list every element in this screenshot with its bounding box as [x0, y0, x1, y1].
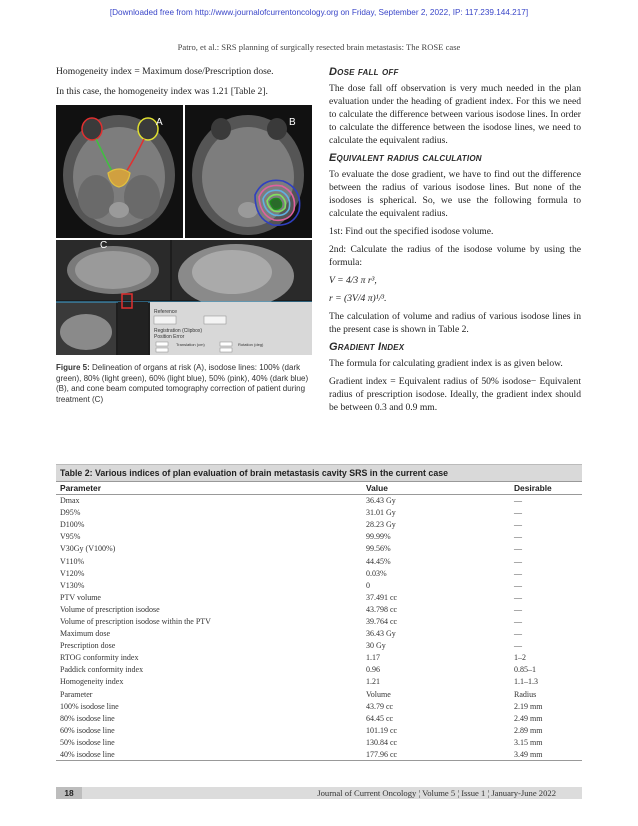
- heading-gradient-index: Gradient Index: [329, 341, 405, 353]
- cell-desirable: 2.49 mm: [514, 713, 543, 723]
- table-row: [56, 724, 582, 736]
- paragraph-gradient-formula: Gradient index = Equivalent radius of 50% isodose− Equivalent radius of prescription isodose. Ideally, the gradient index should be between 0.3 and 0.9 mm.: [329, 376, 581, 413]
- figure-caption-text: Delineation of organs at risk (A), isodose lines: 100% (dark green), 80% (light green), 60% (light blue), 50% (pink), 40% (dark blue) (B), and cone beam computed tomography correction of patient during treatment (C): [56, 363, 309, 404]
- table-row: [56, 676, 582, 688]
- cell-parameter: Volume of prescription isodose: [60, 604, 160, 614]
- cell-desirable: —: [514, 508, 522, 518]
- figure-panel-b: [185, 105, 312, 238]
- cell-parameter: RTOG conformity index: [60, 653, 139, 663]
- cell-parameter: 100% isodose line: [60, 701, 119, 711]
- table-row: [56, 688, 582, 700]
- cell-desirable: 0.85–1: [514, 665, 536, 675]
- cell-parameter: 80% isodose line: [60, 713, 115, 723]
- table-header-row: [56, 482, 582, 495]
- table-row: [56, 543, 582, 555]
- cell-desirable: —: [514, 580, 522, 590]
- heading-dose-fall-off: Dose fall off: [329, 66, 399, 78]
- cell-value: Volume: [366, 689, 391, 699]
- cell-value: 0.96: [366, 665, 380, 675]
- cbct-correction-image: [56, 240, 312, 355]
- figure-panel-c: [56, 240, 312, 355]
- cell-parameter: Parameter: [60, 689, 93, 699]
- cell-parameter: 50% isodose line: [60, 737, 115, 747]
- page-number: 18: [56, 787, 82, 799]
- cbct-translation-label: Translation (cm): [176, 342, 205, 347]
- left-column: [56, 60, 312, 405]
- panel-label-b: B: [289, 117, 296, 128]
- cell-value: 39.764 cc: [366, 616, 398, 626]
- cell-desirable: —: [514, 592, 522, 602]
- indices-table: [56, 481, 582, 761]
- formula-volume: V = 4/3 π r³,: [329, 275, 377, 286]
- figure-5: [56, 105, 312, 355]
- panel-label-c: C: [100, 240, 108, 251]
- cell-desirable: —: [514, 544, 522, 554]
- paragraph-dose-fall-off: The dose fall off observation is very much needed in the plan evaluation under the heading of gradient index. For this we need to calculate the difference between various isodose lines. In order to calculate the difference between the isodose lines, we need to calculate the equivalent radius.: [329, 83, 581, 146]
- header-parameter: Parameter: [56, 482, 362, 495]
- table-row: [56, 700, 582, 712]
- cell-parameter: 60% isodose line: [60, 725, 115, 735]
- table-body: [56, 495, 582, 761]
- cell-desirable: —: [514, 520, 522, 530]
- cell-parameter: Paddick conformity index: [60, 665, 144, 675]
- cell-parameter: Maximum dose: [60, 629, 110, 639]
- cell-value: 36.43 Gy: [366, 629, 396, 639]
- cell-value: 0: [366, 580, 370, 590]
- table-row: [56, 507, 582, 519]
- panel-label-a: A: [156, 117, 163, 128]
- table-row: [56, 519, 582, 531]
- cell-value: 31.01 Gy: [366, 508, 396, 518]
- cell-parameter: PTV volume: [60, 592, 101, 602]
- cell-value: 130.84 cc: [366, 737, 398, 747]
- cell-value: 36.43 Gy: [366, 496, 396, 506]
- heading-equivalent-radius: Equivalent radius calculation: [329, 152, 482, 164]
- cell-parameter: V95%: [60, 532, 81, 542]
- cell-desirable: 1–2: [514, 653, 526, 663]
- step-one: 1st: Find out the specified isodose volume.: [329, 226, 494, 237]
- homogeneity-result: In this case, the homogeneity index was 1.21 [Table 2].: [56, 86, 268, 97]
- cell-parameter: V130%: [60, 580, 85, 590]
- header-value: Value: [362, 482, 510, 495]
- cell-desirable: 3.15 mm: [514, 737, 543, 747]
- table-row: [56, 628, 582, 640]
- cbct-reference-label: Reference: [154, 309, 178, 315]
- cell-value: 30 Gy: [366, 641, 386, 651]
- cell-desirable: —: [514, 532, 522, 542]
- table-row: [56, 591, 582, 603]
- cell-parameter: D95%: [60, 508, 81, 518]
- cell-desirable: —: [514, 616, 522, 626]
- cell-value: 177.96 cc: [362, 748, 510, 760]
- cell-parameter: V120%: [60, 568, 85, 578]
- header-desirable: Desirable: [510, 482, 582, 495]
- cell-desirable: —: [514, 496, 522, 506]
- page-footer: [56, 787, 582, 799]
- table-row: [56, 567, 582, 579]
- cell-value: 37.491 cc: [366, 592, 398, 602]
- cell-desirable: —: [514, 604, 522, 614]
- cell-value: 43.79 cc: [366, 701, 394, 711]
- cell-desirable: 3.49 mm: [510, 748, 582, 760]
- cell-desirable: —: [514, 629, 522, 639]
- cell-value: 0.03%: [366, 568, 387, 578]
- table-row: [56, 555, 582, 567]
- table-row: [56, 712, 582, 724]
- cell-value: 1.21: [366, 677, 380, 687]
- paragraph-equivalent-radius: To evaluate the dose gradient, we have to find out the difference between the radius of various isodose lines. But none of the isodoses is spherical. So, we use the following formula to calculate the equivalent radius.: [329, 169, 581, 219]
- cell-value: 99.56%: [366, 544, 391, 554]
- cell-parameter: V110%: [60, 556, 85, 566]
- table-row: [56, 652, 582, 664]
- cell-desirable: 2.19 mm: [514, 701, 543, 711]
- cell-desirable: —: [514, 568, 522, 578]
- cell-value: 43.798 cc: [366, 604, 398, 614]
- table-row: [56, 579, 582, 591]
- table-row: [56, 603, 582, 615]
- table-row: [56, 664, 582, 676]
- right-column: [329, 60, 581, 419]
- download-watermark: [Downloaded free from http://www.journalofcurrentoncology.org on Friday, September 2, 2022, IP: 117.239.144.217]: [109, 8, 529, 17]
- table-row: [56, 531, 582, 543]
- cell-desirable: 1.1–1.3: [514, 677, 538, 687]
- figure-caption: [56, 363, 312, 405]
- paragraph-gradient-formula-intro: The formula for calculating gradient index is as given below.: [329, 358, 563, 369]
- figure-panel-a: [56, 105, 183, 238]
- journal-info: Journal of Current Oncology ¦ Volume 5 ¦ Issue 1 ¦ January-June 2022: [317, 788, 556, 798]
- paragraph-table-reference: The calculation of volume and radius of various isodose lines in the present case is shown in Table 2.: [329, 311, 581, 335]
- mri-axial-oar-image: [56, 105, 183, 238]
- homogeneity-formula: Homogeneity index = Maximum dose/Prescription dose.: [56, 66, 274, 77]
- cell-value: 99.99%: [366, 532, 391, 542]
- cell-desirable: Radius: [514, 689, 537, 699]
- cell-value: 101.19 cc: [366, 725, 398, 735]
- table-title: Table 2: Various indices of plan evaluation of brain metastasis cavity SRS in the current case: [56, 464, 582, 481]
- cell-desirable: —: [514, 641, 522, 651]
- table-row: [56, 748, 582, 760]
- cell-desirable: 2.89 mm: [514, 725, 543, 735]
- cell-desirable: —: [514, 556, 522, 566]
- table-row: [56, 736, 582, 748]
- table-row: [56, 640, 582, 652]
- cell-parameter: V30Gy (V100%): [60, 544, 116, 554]
- cbct-rotation-label: Rotation (deg): [238, 342, 264, 347]
- step-two: 2nd: Calculate the radius of the isodose volume by using the formula:: [329, 244, 581, 268]
- running-head: Patro, et al.: SRS planning of surgically resected brain metastasis: The ROSE case: [177, 42, 461, 52]
- cell-parameter: Prescription dose: [60, 641, 116, 651]
- cell-value: 64.45 cc: [366, 713, 394, 723]
- cell-parameter: 40% isodose line: [56, 748, 362, 760]
- cell-parameter: Volume of prescription isodose within the PTV: [60, 616, 211, 626]
- cell-value: 28.23 Gy: [366, 520, 396, 530]
- cell-parameter: Dmax: [60, 496, 80, 506]
- cell-value: 44.45%: [366, 556, 391, 566]
- figure-caption-label: Figure 5:: [56, 363, 90, 372]
- formula-radius: r = (3V/4 π)¹/³.: [329, 293, 387, 304]
- cbct-position-error-label: Position Error: [154, 334, 185, 340]
- cbct-registration-label: Registration (Clipbox): [154, 328, 203, 334]
- table-2: [56, 464, 582, 761]
- cell-parameter: Homogeneity index: [60, 677, 124, 687]
- cell-parameter: D100%: [60, 520, 85, 530]
- table-row: [56, 615, 582, 627]
- cell-value: 1.17: [366, 653, 380, 663]
- table-row: [56, 495, 582, 507]
